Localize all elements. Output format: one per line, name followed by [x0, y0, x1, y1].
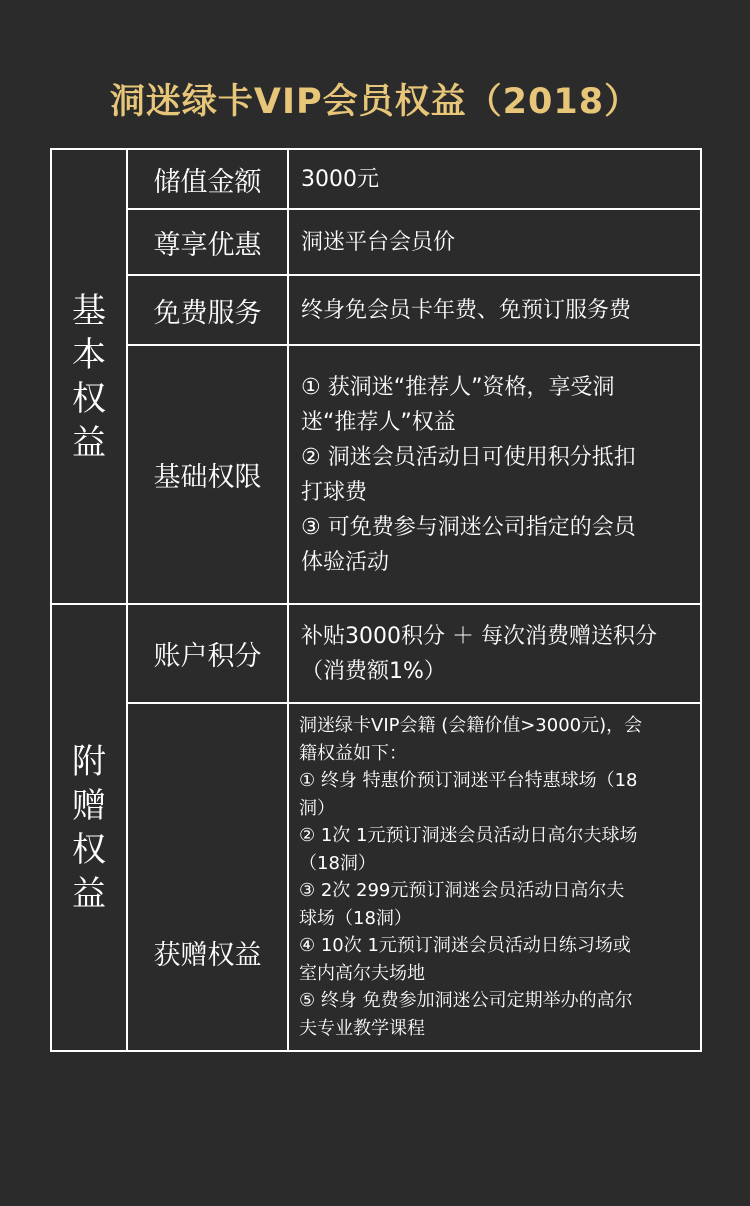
group-label-char: 附	[72, 741, 106, 782]
value-line: 室内高尔夫场地	[299, 962, 425, 984]
value-line: ④ 10次 1元预订洞迷会员活动日练习场或	[299, 935, 631, 956]
value-line: ⑤ 终身 免费参加洞迷公司定期举办的高尔	[299, 990, 633, 1011]
group-label-bonus	[52, 605, 126, 1050]
value-line: 打球费	[301, 479, 368, 505]
value-line: 洞）	[299, 797, 335, 819]
value-line: ② 1次 1元预订洞迷会员活动日高尔夫球场	[299, 825, 638, 846]
value-line: （消费额1%）	[301, 658, 446, 684]
group-label-char: 本	[72, 334, 106, 375]
page-title: 洞迷绿卡VIP会员权益（2018）	[109, 82, 641, 122]
value-line: 球场（18洞）	[299, 907, 412, 929]
value-line: （18洞）	[299, 852, 376, 874]
group-label-char: 赠	[72, 785, 106, 826]
group-label-basic	[52, 150, 126, 603]
value-line: 迷“推荐人”权益	[301, 409, 456, 435]
group-label-char: 益	[72, 873, 106, 914]
row-label-stored-value: 储值金额	[153, 166, 262, 198]
value-line: ③ 2次 299元预订洞迷会员活动日高尔夫	[299, 880, 625, 901]
value-line: 洞迷绿卡VIP会籍 (会籍价值>3000元)，会	[299, 715, 643, 736]
value-line: 籍权益如下：	[299, 742, 407, 764]
row-label-account-points: 账户积分	[153, 641, 262, 672]
group-label-char: 基	[72, 290, 106, 331]
group-label-char: 权	[72, 378, 106, 419]
value-line: ① 终身 特惠价预订洞迷平台特惠球场（18	[299, 770, 638, 791]
value-line: 夫专业教学课程	[299, 1017, 425, 1039]
value-line: 洞迷平台会员价	[301, 229, 456, 255]
row-value-basic-permissions	[289, 346, 702, 603]
row-label-discount: 尊享优惠	[153, 229, 262, 261]
group-label-char: 益	[72, 422, 106, 463]
value-line: 3000元	[301, 166, 379, 192]
value-line: ② 洞迷会员活动日可使用积分抵扣	[301, 444, 636, 470]
value-line: ① 获洞迷“推荐人”资格，享受洞	[301, 374, 615, 400]
row-value-account-points	[289, 605, 702, 702]
value-line: 补贴3000积分 ＋ 每次消费赠送积分	[301, 623, 657, 649]
row-label-free-service: 免费服务	[153, 297, 262, 329]
group-label-char: 权	[72, 829, 106, 870]
row-value-free-service	[289, 276, 702, 344]
row-value-gift-benefits	[289, 704, 702, 1050]
row-value-discount	[289, 210, 702, 274]
value-line: 体验活动	[301, 549, 390, 575]
benefits-table	[50, 148, 702, 1052]
value-line: ③ 可免费参与洞迷公司指定的会员	[301, 514, 636, 540]
value-line: 终身免会员卡年费、免预订服务费	[301, 297, 632, 323]
row-value-stored-value	[289, 150, 702, 208]
row-label-basic-permissions: 基础权限	[153, 462, 262, 493]
row-label-gift-benefits: 获赠权益	[153, 940, 262, 971]
